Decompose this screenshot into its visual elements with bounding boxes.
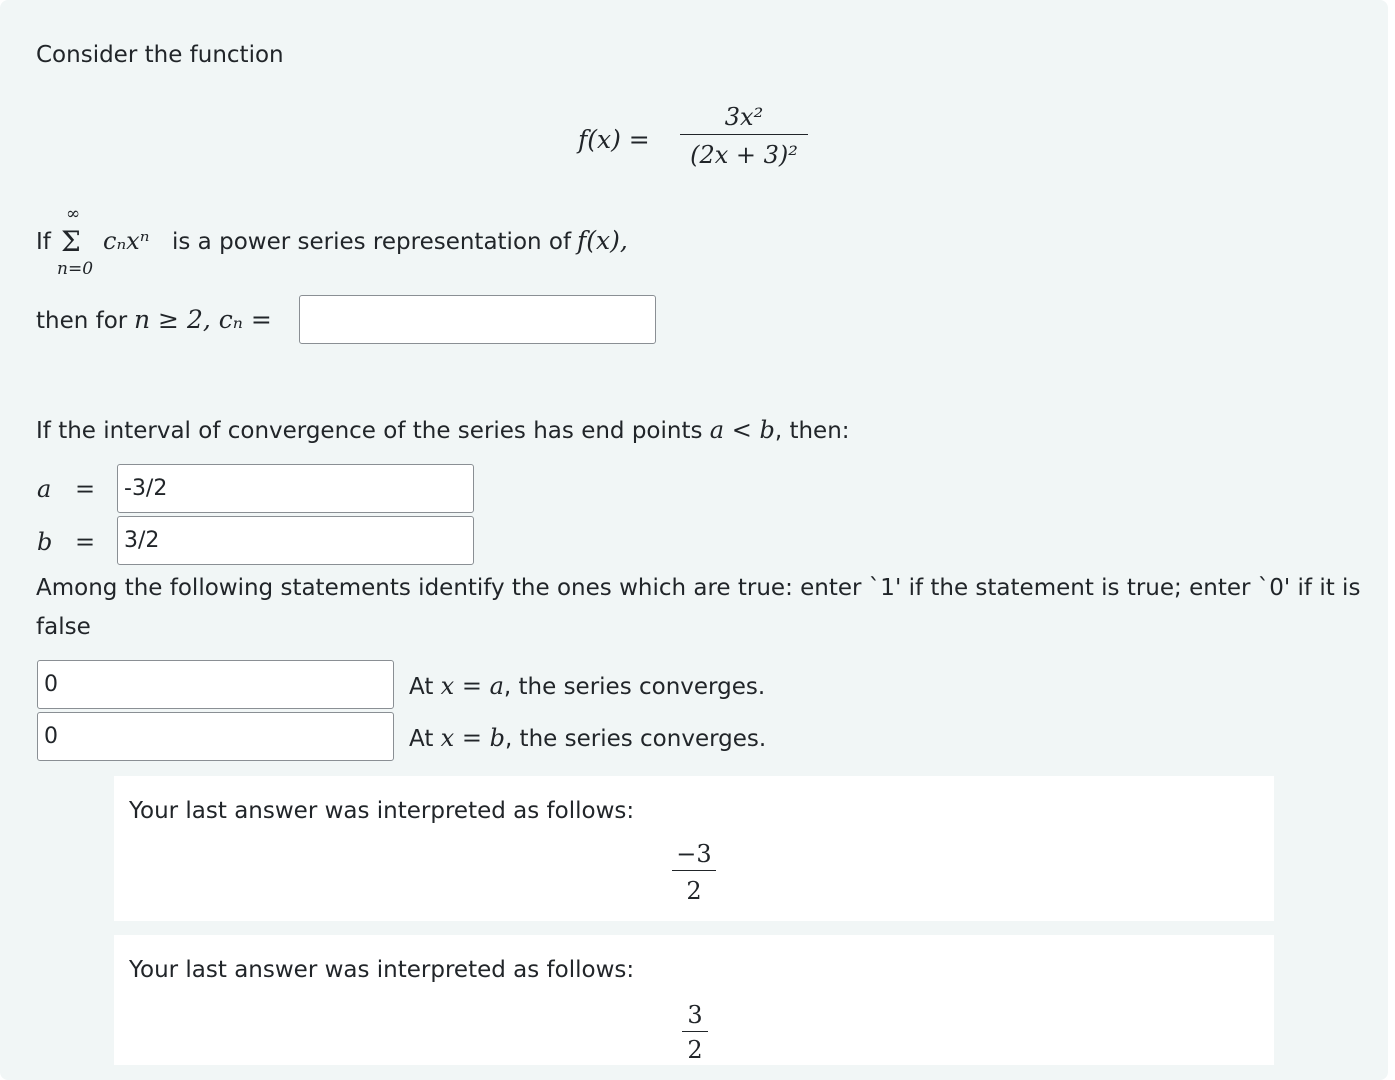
statement-2-math: x = b [440, 724, 505, 752]
a-equals: = [75, 475, 96, 503]
feedback-denominator: 2 [686, 877, 702, 905]
statement-1-input[interactable] [37, 660, 394, 709]
feedback-box-a [114, 776, 1274, 921]
feedback-denominator: 2 [687, 1036, 703, 1064]
series-suffix-math: f(x), [577, 226, 628, 255]
cn-answer-input[interactable] [299, 295, 656, 344]
function-numerator: 3x² [724, 103, 764, 131]
b-label: b [37, 528, 53, 556]
feedback-numerator: −3 [676, 840, 712, 868]
feedback-box-b [114, 935, 1274, 1065]
statement-2-input[interactable] [37, 712, 394, 761]
sum-lower-limit: n=0 [57, 259, 94, 279]
statements-instruction-line1: Among the following statements identify the ones which are true: enter `1' if the statement is true; enter `0' if it is [36, 575, 1361, 601]
interval-text: If the interval of convergence of the series has end points [36, 418, 703, 444]
sum-upper-limit: ∞ [66, 204, 81, 224]
function-denominator: (2x + 3)² [690, 141, 798, 169]
b-endpoint-input[interactable] [117, 516, 474, 565]
sigma-symbol: Σ [61, 225, 81, 258]
statement-2-suffix: , the series converges. [504, 726, 767, 752]
function-lhs: f(x) = [578, 125, 650, 154]
statement-1-text [409, 671, 765, 702]
statement-2-prefix: At [409, 726, 434, 752]
feedback-label: Your last answer was interpreted as follows: [129, 957, 635, 983]
statement-1-math: x = a [440, 672, 504, 700]
series-term: cₙxⁿ [103, 227, 150, 255]
feedback-numerator: 3 [687, 1001, 703, 1029]
statement-1-suffix: , the series converges. [503, 674, 766, 700]
a-label: a [37, 475, 52, 503]
interval-suffix: , then: [774, 418, 850, 444]
series-suffix-text: is a power series representation of [172, 229, 572, 255]
a-endpoint-input[interactable] [117, 464, 474, 513]
series-prefix: If [36, 229, 51, 255]
interval-math: a < b [709, 416, 775, 444]
feedback-fraction [672, 838, 716, 911]
feedback-label: Your last answer was interpreted as follows: [129, 798, 635, 824]
statement-2-text [409, 723, 766, 754]
cn-prefix-text: then for [36, 308, 128, 334]
statements-instruction-line2: false [36, 614, 91, 640]
question-intro: Consider the function [36, 42, 284, 68]
cn-prefix-math: n ≥ 2, cₙ = [134, 305, 272, 334]
function-fraction [680, 100, 808, 175]
statement-1-prefix: At [409, 674, 434, 700]
interval-question [36, 415, 850, 446]
b-equals: = [75, 528, 96, 556]
feedback-fraction [682, 999, 708, 1068]
